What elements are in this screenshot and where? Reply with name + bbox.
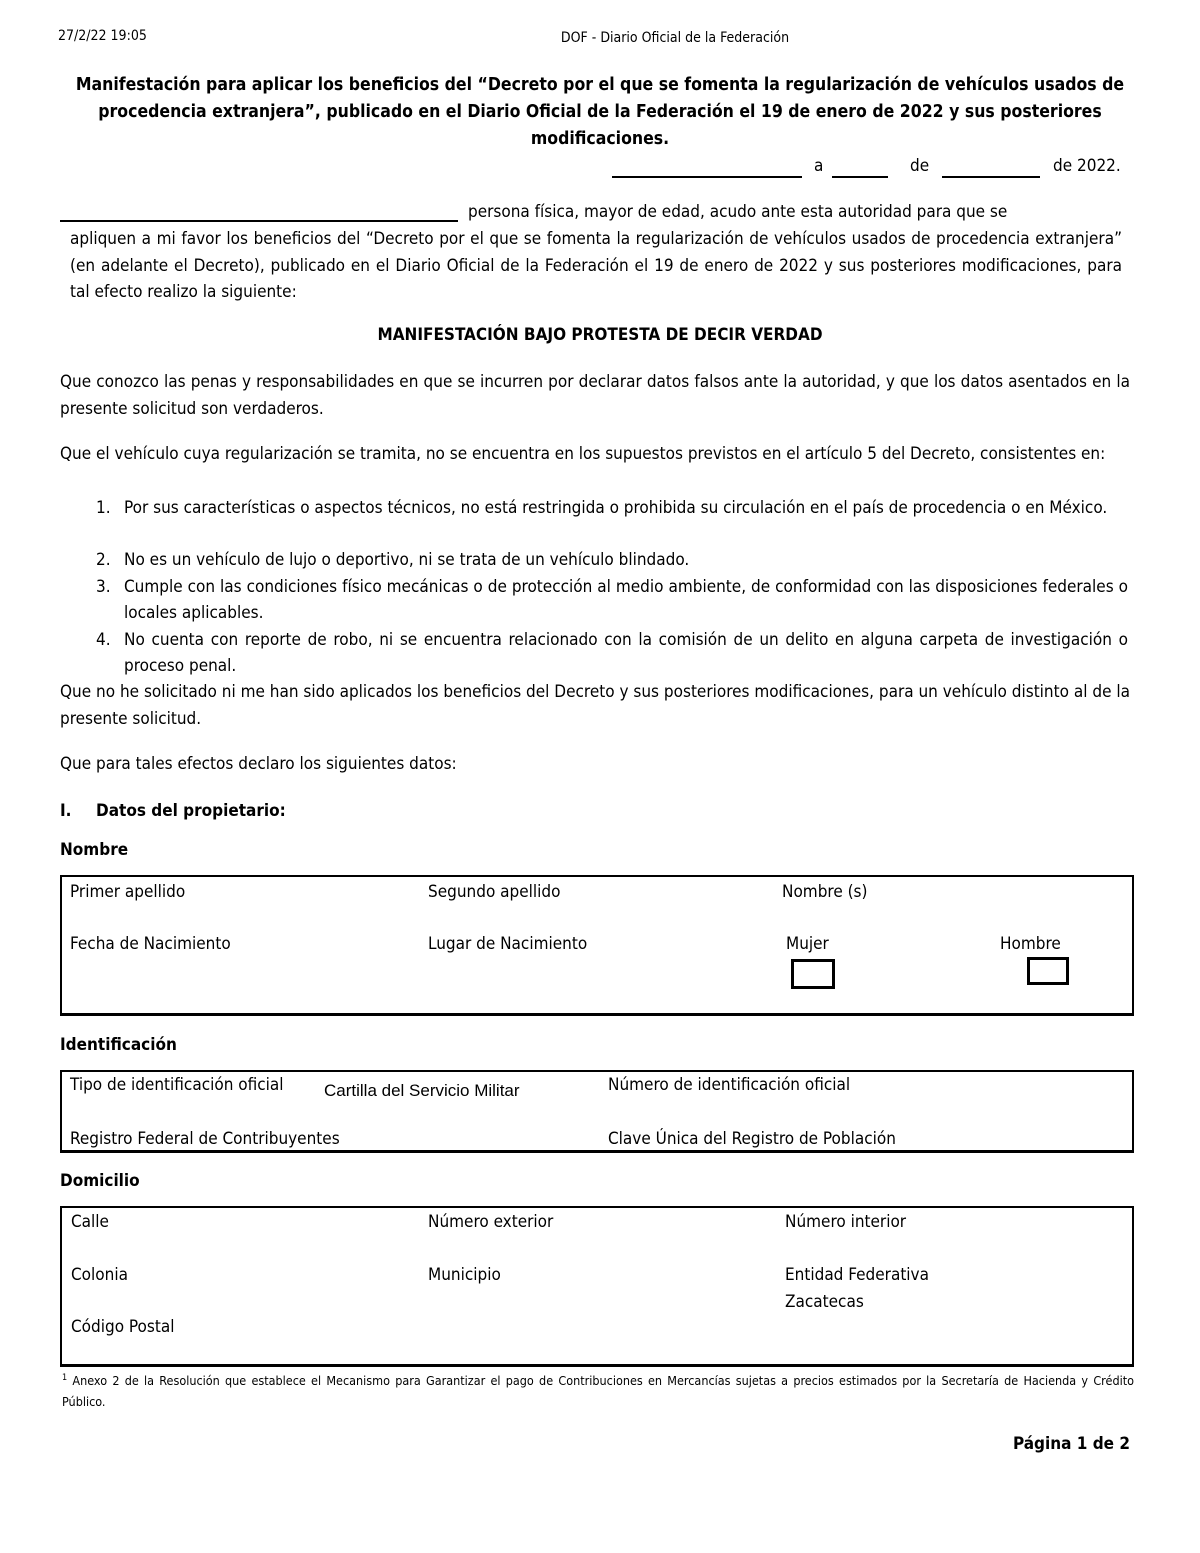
place-blank[interactable] [612,156,802,178]
hombre-checkbox[interactable] [1027,957,1069,985]
identificacion-box [60,1070,1134,1153]
nombres-field[interactable]: Nombre (s) [782,882,868,902]
colonia-field[interactable]: Colonia [71,1265,128,1285]
fecha-nacimiento-field[interactable]: Fecha de Nacimiento [70,934,231,954]
name-blank[interactable] [60,198,458,222]
nombre-heading: Nombre [60,840,129,860]
list-text: Cumple con las condiciones físico mecánicas o de protección al medio ambiente, de conformidad con las disposiciones federales o locales aplicables. [124,577,1128,623]
footnote [62,1368,1134,1412]
codigo-postal-field[interactable]: Código Postal [71,1317,175,1337]
rfc-field[interactable]: Registro Federal de Contribuyentes [70,1129,340,1149]
calle-field[interactable]: Calle [71,1212,109,1232]
date-year-label: de 2022. [1053,156,1121,176]
numero-exterior-field[interactable]: Número exterior [428,1212,554,1232]
entidad-federativa-value[interactable]: Zacatecas [785,1292,864,1312]
paragraph-no-previous: Que no he solicitado ni me han sido aplicados los beneficios del Decreto y sus posteriores modificaciones, para un vehículo distinto al de la presente solicitud. [60,682,1130,729]
intro-paragraph: apliquen a mi favor los beneficios del “Decreto por el que se fomenta la regularización de vehículos usados de procedencia extranjera” (en adelante el Decreto), publicado en el Diario Oficial de la Federación el 19 de enero de 2022 y sus posteriores modificaciones, para tal efecto realizo la siguiente: [70,229,1122,302]
identificacion-heading: Identificación [60,1035,177,1055]
footnote-mark: 1 [62,1373,68,1383]
hombre-label: Hombre [1000,934,1061,954]
mujer-label: Mujer [786,934,829,954]
date-de-label: de [910,156,930,176]
day-blank[interactable] [832,156,888,178]
domicilio-box [60,1206,1134,1367]
list-text: Por sus características o aspectos técnicos, no está restringida o prohibida su circulación en el país de procedencia o en México. [124,498,1108,518]
print-header-title: DOF - Diario Oficial de la Federación [560,30,790,46]
tipo-identificacion-label: Tipo de identificación oficial [70,1075,284,1095]
numero-interior-field[interactable]: Número interior [785,1212,907,1232]
curp-field[interactable]: Clave Única del Registro de Población [608,1129,896,1149]
date-a-label: a [814,156,824,176]
page-number: Página 1 de 2 [1012,1434,1130,1454]
paragraph-penalties: Que conozco las penas y responsabilidades en que se incurren por declarar datos falsos ante la autoridad, y que los datos asentados en la presente solicitud son verdaderos. [60,372,1130,419]
lugar-nacimiento-field[interactable]: Lugar de Nacimiento [428,934,588,954]
entidad-federativa-label: Entidad Federativa [785,1265,929,1285]
print-date: 27/2/22 19:05 [58,28,147,44]
nombre-box [60,875,1134,1016]
list-number: 4. [96,630,111,650]
document-title: Manifestación para aplicar los beneficios del “Decreto por el que se fomenta la regularización de vehículos usados de procedencia extranjera”, publicado en el Diario Oficial de la Federación el 19 de enero de 2022 y sus posteriores modificaciones. [75,75,1125,149]
list-text: No es un vehículo de lujo o deportivo, ni se trata de un vehículo blindado. [124,550,690,570]
list-number: 1. [96,498,111,518]
list-number: 3. [96,577,111,597]
section-title: Datos del propietario: [96,801,286,821]
tipo-identificacion-value[interactable]: Cartilla del Servicio Militar [324,1081,520,1100]
municipio-field[interactable]: Municipio [428,1265,501,1285]
paragraph-declare: Que para tales efectos declaro los siguientes datos: [60,754,457,774]
list-text: No cuenta con reporte de robo, ni se encuentra relacionado con la comisión de un delito en alguna carpeta de investigación o proceso penal. [124,630,1128,676]
footnote-text: Anexo 2 de la Resolución que establece el Mecanismo para Garantizar el pago de Contribuciones en Mercancías sujetas a precios estimados por la Secretaría de Hacienda y Crédito Público. [62,1373,1134,1410]
list-number: 2. [96,550,111,570]
paragraph-vehicle-conditions: Que el vehículo cuya regularización se tramita, no se encuentra en los supuestos previstos en el artículo 5 del Decreto, consistentes en: [60,444,1106,464]
primer-apellido-field[interactable]: Primer apellido [70,882,186,902]
section-roman: I. [60,801,72,821]
intro-first-line: persona física, mayor de edad, acudo ante esta autoridad para que se [468,202,1008,222]
domicilio-heading: Domicilio [60,1171,140,1191]
mujer-checkbox[interactable] [791,959,835,989]
month-blank[interactable] [942,156,1040,178]
numero-identificacion-field[interactable]: Número de identificación oficial [608,1075,851,1095]
manifest-heading: MANIFESTACIÓN BAJO PROTESTA DE DECIR VERDAD [377,325,823,345]
segundo-apellido-field[interactable]: Segundo apellido [428,882,561,902]
